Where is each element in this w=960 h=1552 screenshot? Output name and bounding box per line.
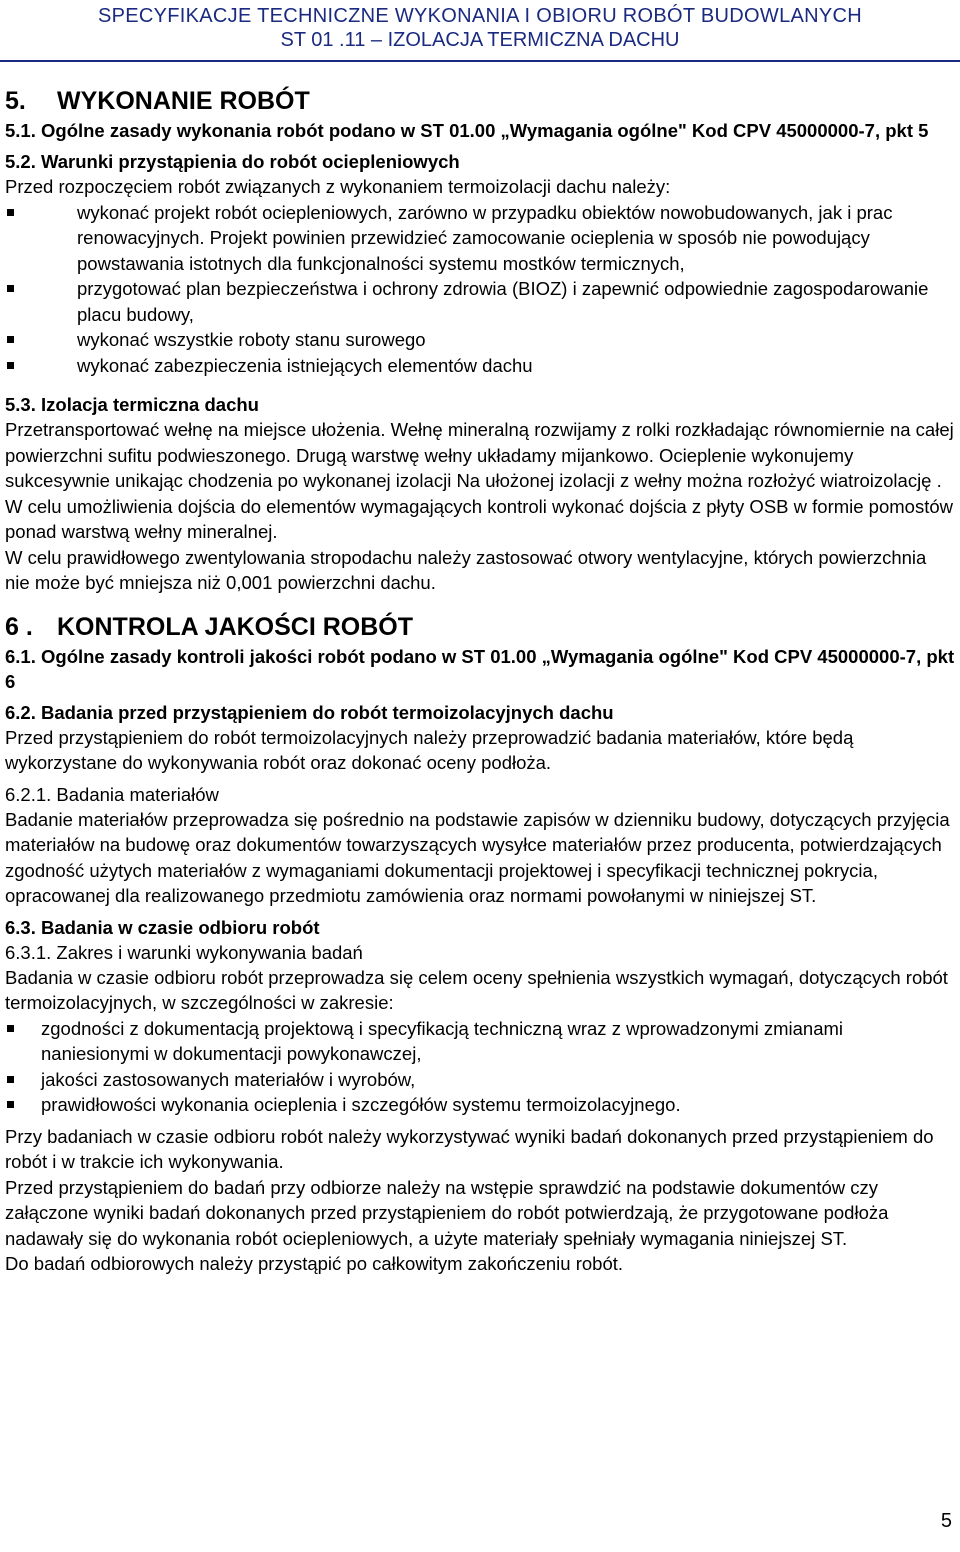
- square-bullet-icon: [7, 1101, 14, 1108]
- section-6-2-1-heading: 6.2.1. Badania materiałów: [5, 783, 219, 805]
- section-6-title: KONTROLA JAKOŚCI ROBÓT: [57, 612, 414, 641]
- section-6-number: 6 .: [5, 612, 33, 641]
- square-bullet-icon: [7, 1076, 14, 1083]
- list-item: wykonać wszystkie roboty stanu surowego: [5, 327, 955, 353]
- section-6-3-1-paragraph-1: Przy badaniach w czasie odbioru robót należy wykorzystywać wyniki badań dokonanych przed przystąpieniem do robót i w trakcie ich wykonywania.: [5, 1125, 934, 1172]
- header-section-title: ST 01 .11 – IZOLACJA TERMICZNA DACHU: [280, 29, 680, 51]
- section-6-3-heading: 6.3. Badania w czasie odbioru robót: [5, 916, 320, 938]
- square-bullet-icon: [7, 285, 14, 292]
- section-5-2-list: [5, 200, 955, 379]
- section-6-3-1-heading: 6.3.1. Zakres i warunki wykonywania badań: [5, 941, 363, 963]
- list-item: przygotować plan bezpieczeństwa i ochrony zdrowia (BIOZ) i zapewnić odpowiednie zagospodarowanie placu budowy,: [5, 276, 955, 327]
- section-6-3-1-intro: Badania w czasie odbioru robót przeprowadza się celem oceny spełnienia wszystkich wymagań, dotyczących robót termoizolacyjnych, w szczególności w zakresie:: [5, 966, 948, 1013]
- header-spec-title: SPECYFIKACJE TECHNICZNE WYKONANIA I OBIORU ROBÓT BUDOWLANYCH: [97, 5, 863, 27]
- section-5-1-heading: 5.1. Ogólne zasady wykonania robót podano w ST 01.00 „Wymagania ogólne" Kod CPV 45000000-7, pkt 5: [5, 120, 929, 141]
- section-6-2-1-paragraph: Badanie materiałów przeprowadza się pośrednio na podstawie zapisów w dzienniku budowy, dotyczących przyjęcia materiałów na budowę oraz dokumentów towarzyszących wysyłce materiałów przez producenta, potwierdzających zgodność użytych materiałów z wymaganiami dokumentacji projektowej i specyfikacji technicznej pokrycia, opracowanej dla realizowanego przedmiotu zamówienia oraz normami powołanymi w niniejszej ST.: [5, 808, 950, 906]
- page-number: 5: [940, 1510, 952, 1532]
- section-5-heading: [5, 84, 955, 118]
- section-5-number: 5.: [5, 87, 26, 115]
- section-5-2-heading: 5.2. Warunki przystąpienia do robót ociepleniowych: [5, 151, 460, 172]
- header-divider: [0, 60, 960, 62]
- section-6-1-heading: 6.1. Ogólne zasady kontroli jakości robót podano w ST 01.00 „Wymagania ogólne" Kod CPV 45000000-7, pkt 6: [5, 645, 955, 692]
- section-5-3-ventilation-paragraph: W celu prawidłowego zwentylowania stropodachu należy zastosować otwory wentylacyjne, których powierzchnia nie może być mniejsza niż 0,001 powierzchni dachu.: [5, 546, 927, 593]
- list-item: jakości zastosowanych materiałów i wyrobów,: [5, 1067, 955, 1093]
- section-6-2-heading: 6.2. Badania przed przystąpieniem do robót termoizolacyjnych dachu: [5, 701, 614, 723]
- section-5-title: WYKONANIE ROBÓT: [57, 87, 310, 115]
- square-bullet-icon: [7, 1025, 14, 1032]
- document-header: [0, 4, 960, 52]
- section-6-2-paragraph: Przed przystąpieniem do robót termoizolacyjnych należy przeprowadzić badania materiałów, które będą wykorzystane do wykonywania robót oraz dokonać oceny podłoża.: [5, 726, 854, 773]
- list-item: wykonać zabezpieczenia istniejących elementów dachu: [5, 353, 955, 379]
- section-5-2-intro: Przed rozpoczęciem robót związanych z wykonaniem termoizolacji dachu należy:: [5, 176, 671, 197]
- section-6-3-1-paragraph-2: Przed przystąpieniem do badań przy odbiorze należy na wstępie sprawdzić na podstawie dokumentów czy załączone wyniki badań dokonanych przed przystąpieniem do robót potwierdzają, że przygotowane podłoża nadawały się do wykonania robót ociepleniowych, a użyte materiały spełniały wymagania niniejszej ST.: [5, 1176, 889, 1249]
- section-5-3-heading: 5.3. Izolacja termiczna dachu: [5, 394, 259, 415]
- section-6-3-1-paragraph-3: Do badań odbiorowych należy przystąpić po całkowitym zakończeniu robót.: [5, 1253, 624, 1274]
- section-5-3-paragraph: Przetransportować wełnę na miejsce ułożenia. Wełnę mineralną rozwijamy z rolki rozkładając równomiernie na całej powierzchni sufitu podwieszonego. Drugą warstwę wełny układamy mijankowo. Ocieplenie wykonujemy sukcesywnie unikając chodzenia po wykonanej izolacji Na ułożonej izolacji z wełny można rozłożyć wiatroizolację . W celu umożliwienia dojścia do elementów wymagających kontroli wykonać dojścia z płyty OSB w formie pomostów ponad warstwą wełny mineralnej.: [5, 419, 954, 542]
- square-bullet-icon: [7, 336, 14, 343]
- square-bullet-icon: [7, 209, 14, 216]
- document-body: [5, 84, 955, 1277]
- square-bullet-icon: [7, 362, 14, 369]
- list-item: wykonać projekt robót ociepleniowych, zarówno w przypadku obiektów nowobudowanych, jak i prac renowacyjnych. Projekt powinien przewidzieć zamocowanie ocieplenia w sposób nie powodujący powstawania istotnych dla funkcjonalności systemu mostków termicznych,: [5, 200, 955, 277]
- section-6-heading: [5, 610, 955, 644]
- section-6-3-1-list: [5, 1016, 955, 1118]
- list-item: zgodności z dokumentacją projektową i specyfikacją techniczną wraz z wprowadzonymi zmianami naniesionymi w dokumentacji powykonawczej,: [5, 1016, 955, 1067]
- list-item: prawidłowości wykonania ocieplenia i szczegółów systemu termoizolacyjnego.: [5, 1092, 955, 1118]
